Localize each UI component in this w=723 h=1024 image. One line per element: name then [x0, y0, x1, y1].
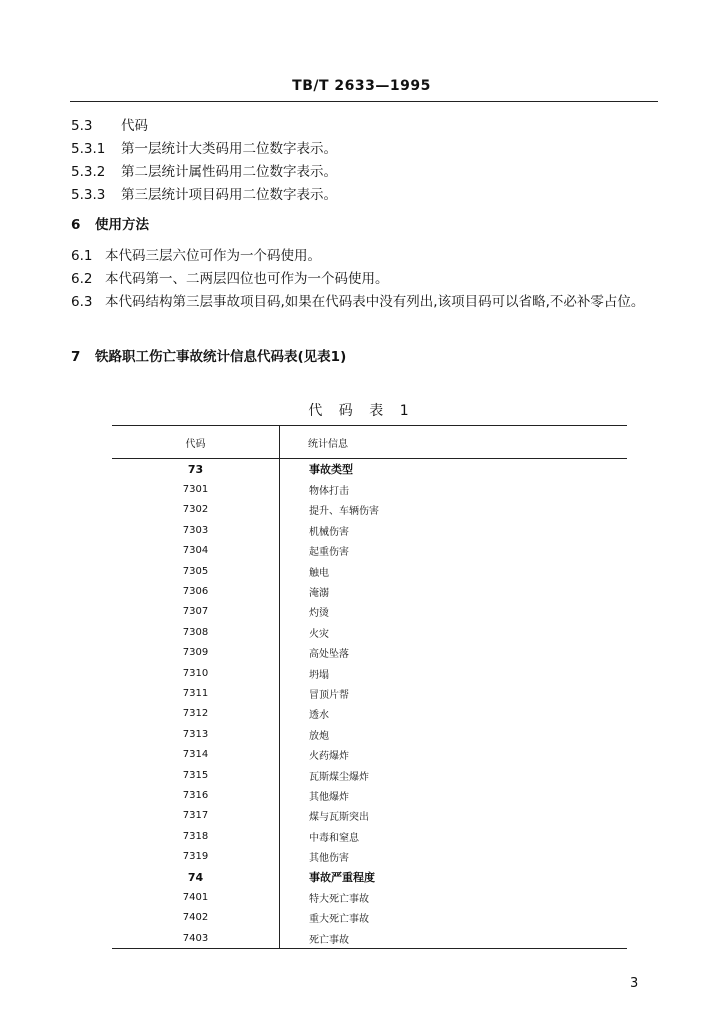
row-code: 7403 — [182, 932, 209, 944]
table-header — [112, 426, 627, 459]
row-info: 物体打击 — [309, 486, 349, 498]
row-info: 淹溺 — [309, 588, 329, 600]
row-info: 火药爆炸 — [309, 751, 349, 763]
row-code: 7314 — [182, 749, 209, 761]
table-body — [112, 459, 627, 948]
table-row — [112, 541, 627, 561]
table-row — [112, 602, 627, 622]
table-row — [112, 622, 627, 642]
clause-5-3-2 — [71, 162, 337, 182]
table-row — [112, 785, 627, 805]
clause-text: 本代码第一、二两层四位也可作为一个码使用。 — [105, 271, 389, 287]
clause-number: 5.3.1 — [71, 141, 106, 157]
row-code: 7402 — [182, 912, 209, 924]
row-info: 机械伤害 — [309, 526, 349, 538]
clause-6-3 — [71, 291, 661, 314]
clause-6-2 — [71, 269, 389, 289]
table-row — [112, 581, 627, 601]
clause-text: 第二层统计属性码用二位数字表示。 — [121, 164, 337, 180]
clause-text: 第三层统计项目码用二位数字表示。 — [121, 187, 337, 203]
clause-number: 6.2 — [71, 271, 93, 287]
table-row — [112, 928, 627, 948]
table-row — [112, 459, 627, 479]
row-code: 7316 — [182, 789, 209, 801]
clause-6-1 — [71, 246, 321, 266]
row-info: 火灾 — [309, 628, 329, 640]
row-info: 高处坠落 — [309, 649, 349, 661]
row-info: 煤与瓦斯突出 — [309, 812, 369, 824]
section-heading-6 — [71, 215, 149, 235]
row-info: 其他伤害 — [309, 853, 349, 865]
row-info: 事故类型 — [309, 463, 353, 477]
header-info: 统计信息 — [308, 438, 348, 450]
row-info: 提升、车辆伤害 — [309, 506, 379, 518]
row-info: 放炮 — [309, 730, 329, 742]
section-number: 6 — [71, 217, 81, 233]
section-heading-7 — [71, 347, 346, 367]
row-code: 7307 — [182, 606, 209, 618]
table-row — [112, 908, 627, 928]
row-code: 7312 — [182, 708, 209, 720]
table-row — [112, 846, 627, 866]
code-table — [112, 425, 627, 949]
row-code: 7319 — [182, 851, 209, 863]
row-code: 7302 — [182, 504, 209, 516]
row-code: 7303 — [182, 524, 209, 536]
section-title: 铁路职工伤亡事故统计信息代码表(见表1) — [95, 349, 347, 365]
row-code: 7317 — [182, 810, 209, 822]
table-row — [112, 683, 627, 703]
section-number: 7 — [71, 349, 81, 365]
table-row — [112, 704, 627, 724]
table-row — [112, 561, 627, 581]
clause-text: 第一层统计大类码用二位数字表示。 — [121, 141, 337, 157]
row-code: 73 — [187, 462, 204, 476]
clause-number: 6.1 — [71, 248, 93, 264]
clause-5-3-1 — [71, 139, 337, 159]
clause-number: 5.3.3 — [71, 187, 106, 203]
clause-number: 5.3 — [71, 118, 93, 134]
clause-text: 本代码结构第三层事故项目码,如果在代码表中没有列出,该项目码可以省略,不必补零占位。 — [105, 294, 645, 310]
row-code: 7311 — [182, 687, 209, 699]
row-code: 7306 — [182, 586, 209, 598]
row-info: 灼烫 — [309, 608, 329, 620]
row-info: 中毒和窒息 — [309, 832, 359, 844]
table-row — [112, 500, 627, 520]
row-info: 透水 — [309, 710, 329, 722]
clause-number: 6.3 — [71, 294, 93, 310]
row-info: 特大死亡事故 — [309, 893, 369, 905]
row-code: 7315 — [182, 769, 209, 781]
row-code: 74 — [187, 870, 204, 884]
row-code: 7313 — [182, 728, 209, 740]
row-info: 瓦斯煤尘爆炸 — [309, 771, 369, 783]
table-row — [112, 887, 627, 907]
row-info: 冒顶片帮 — [309, 689, 349, 701]
row-info: 触电 — [309, 567, 329, 579]
clause-5-3 — [71, 116, 148, 136]
header-rule — [70, 101, 658, 102]
table-row — [112, 806, 627, 826]
header-code: 代码 — [112, 426, 280, 458]
page-number: 3 — [630, 976, 639, 991]
table-row — [112, 744, 627, 764]
row-info: 起重伤害 — [309, 547, 349, 559]
row-info: 其他爆炸 — [309, 791, 349, 803]
row-code: 7301 — [182, 484, 209, 496]
clause-text: 本代码三层六位可作为一个码使用。 — [105, 248, 321, 264]
table-row — [112, 826, 627, 846]
table-row — [112, 867, 627, 887]
table-row — [112, 479, 627, 499]
clause-5-3-3 — [71, 185, 337, 205]
table-title: 代 码 表 1 — [308, 403, 415, 419]
table-row — [112, 724, 627, 744]
row-info: 事故严重程度 — [309, 871, 375, 884]
row-code: 7318 — [182, 830, 209, 842]
clause-text: 代码 — [121, 118, 148, 134]
row-info: 死亡事故 — [309, 934, 349, 946]
row-code: 7310 — [182, 667, 209, 679]
table-row — [112, 765, 627, 785]
row-code: 7308 — [182, 626, 209, 638]
page-header: TB/T 2633—1995 — [292, 78, 431, 94]
section-title: 使用方法 — [95, 217, 149, 233]
table-row — [112, 663, 627, 683]
clause-number: 5.3.2 — [71, 164, 106, 180]
table-row — [112, 520, 627, 540]
table-row — [112, 643, 627, 663]
row-code: 7309 — [182, 647, 209, 659]
row-code: 7305 — [182, 565, 209, 577]
row-code: 7401 — [182, 891, 209, 903]
row-code: 7304 — [182, 545, 209, 557]
row-info: 坍塌 — [309, 669, 329, 681]
row-info: 重大死亡事故 — [309, 914, 369, 926]
